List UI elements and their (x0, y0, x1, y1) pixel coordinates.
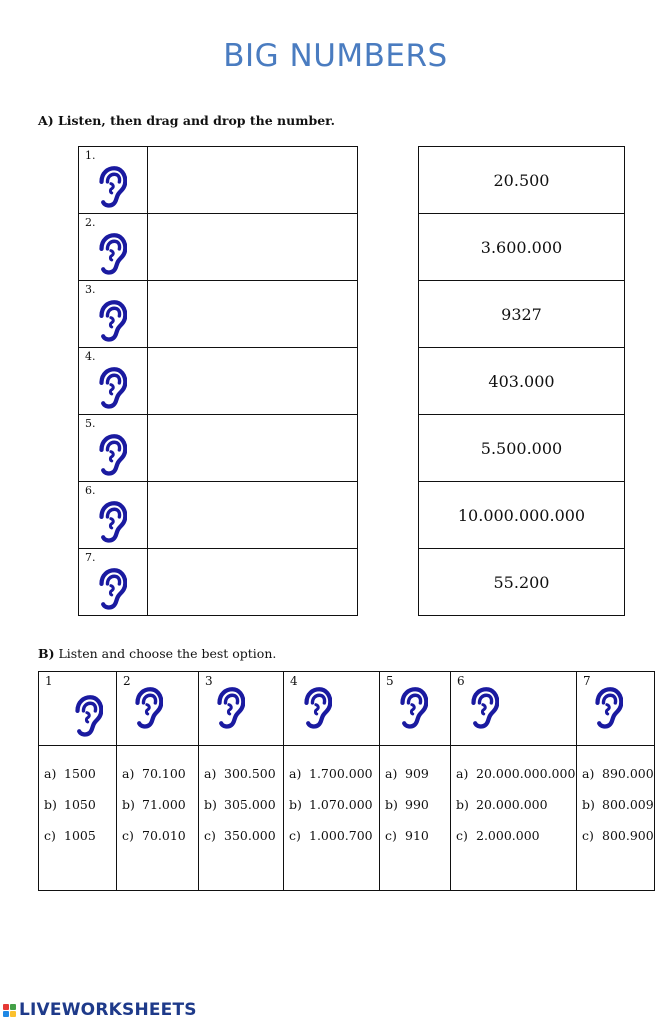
brand-name: LIVEWORKSHEETS (19, 1000, 197, 1020)
answer-option[interactable] (582, 828, 654, 859)
option-letter: a) (289, 766, 302, 781)
question-audio-cell (577, 672, 655, 746)
section-b-instruction (38, 646, 276, 661)
drop-zone[interactable] (148, 549, 358, 616)
listening-row (79, 549, 358, 616)
option-value: 70.100 (142, 766, 186, 781)
option-value: 1.070.000 (309, 797, 373, 812)
answer-option[interactable] (385, 797, 450, 828)
answer-option[interactable] (204, 828, 283, 859)
answer-option[interactable] (122, 828, 198, 859)
answer-option[interactable] (289, 828, 379, 859)
ear-icon[interactable] (93, 299, 127, 347)
option-value: 910 (405, 828, 429, 843)
option-value: 70.010 (142, 828, 186, 843)
number-bank (418, 146, 625, 616)
ear-icon[interactable] (93, 567, 127, 615)
answer-option[interactable] (385, 828, 450, 859)
page-title: BIG NUMBERS (223, 38, 448, 74)
item-number: 7 (583, 674, 591, 688)
options-cell (117, 746, 199, 891)
question-audio-cell (39, 672, 117, 746)
option-letter: a) (582, 766, 595, 781)
ear-icon[interactable] (93, 165, 127, 213)
option-letter: b) (456, 797, 469, 812)
audio-cell (79, 549, 148, 616)
ear-icon[interactable] (129, 686, 163, 734)
liveworksheets-logo (3, 1000, 197, 1020)
item-number: 5. (85, 417, 96, 430)
option-letter: b) (44, 797, 57, 812)
ear-icon[interactable] (93, 500, 127, 548)
drop-zone[interactable] (148, 281, 358, 348)
option-letter: b) (122, 797, 135, 812)
answer-option[interactable] (582, 766, 654, 797)
audio-cell (79, 482, 148, 549)
option-value: 20.000.000.000 (476, 766, 576, 781)
option-letter: c) (385, 828, 397, 843)
listening-row (79, 147, 358, 214)
ear-icon[interactable] (69, 694, 103, 742)
option-value: 1005 (64, 828, 96, 843)
listening-row (79, 281, 358, 348)
draggable-number[interactable]: 3.600.000 (419, 214, 625, 281)
option-letter: c) (204, 828, 216, 843)
section-a-instruction (38, 113, 335, 128)
option-value: 890.000 (602, 766, 654, 781)
draggable-number[interactable]: 5.500.000 (419, 415, 625, 482)
ear-icon[interactable] (589, 686, 623, 734)
option-value: 800.009 (602, 797, 654, 812)
option-letter: c) (582, 828, 594, 843)
question-audio-cell (117, 672, 199, 746)
drop-zone[interactable] (148, 482, 358, 549)
answer-option[interactable] (44, 797, 116, 828)
answer-option[interactable] (385, 766, 450, 797)
item-number: 6. (85, 484, 96, 497)
answer-option[interactable] (456, 766, 576, 797)
answer-option[interactable] (204, 797, 283, 828)
section-b-label: B) (38, 646, 55, 661)
option-value: 1.700.000 (309, 766, 373, 781)
draggable-number[interactable]: 55.200 (419, 549, 625, 616)
option-value: 909 (405, 766, 429, 781)
answer-option[interactable] (122, 797, 198, 828)
section-b-text: Listen and choose the best option. (58, 646, 277, 661)
options-cell (199, 746, 284, 891)
listening-row (79, 214, 358, 281)
audio-cell (79, 147, 148, 214)
options-cell (380, 746, 451, 891)
answer-option[interactable] (44, 828, 116, 859)
item-number: 6 (457, 674, 465, 688)
option-value: 1.000.700 (309, 828, 373, 843)
option-letter: b) (385, 797, 398, 812)
logo-mark-icon (3, 1004, 16, 1017)
multiple-choice-table (38, 671, 655, 891)
answer-option[interactable] (204, 766, 283, 797)
drop-zone[interactable] (148, 415, 358, 482)
options-cell (39, 746, 117, 891)
option-letter: a) (385, 766, 398, 781)
drop-zone[interactable] (148, 214, 358, 281)
option-letter: a) (204, 766, 217, 781)
ear-icon[interactable] (93, 232, 127, 280)
option-letter: b) (582, 797, 595, 812)
answer-option[interactable] (456, 828, 576, 859)
ear-icon[interactable] (465, 686, 499, 734)
answer-option[interactable] (122, 766, 198, 797)
draggable-number[interactable]: 9327 (419, 281, 625, 348)
answer-option[interactable] (44, 766, 116, 797)
option-value: 305.000 (224, 797, 276, 812)
question-audio-cell (380, 672, 451, 746)
options-cell (451, 746, 577, 891)
item-number: 2. (85, 216, 96, 229)
option-letter: c) (44, 828, 56, 843)
option-letter: a) (456, 766, 469, 781)
question-audio-cell (199, 672, 284, 746)
section-a-text: Listen, then drag and drop the number. (57, 113, 335, 128)
audio-cell (79, 281, 148, 348)
ear-icon[interactable] (211, 686, 245, 734)
item-number: 2 (123, 674, 131, 688)
audio-cell (79, 214, 148, 281)
listening-row (79, 415, 358, 482)
listening-table (78, 146, 358, 616)
option-value: 2.000.000 (476, 828, 540, 843)
drop-zone[interactable] (148, 348, 358, 415)
section-a-label: A) (38, 113, 54, 128)
option-letter: c) (289, 828, 301, 843)
item-number: 3. (85, 283, 96, 296)
item-number: 4. (85, 350, 96, 363)
ear-icon[interactable] (93, 366, 127, 414)
listening-row (79, 482, 358, 549)
option-value: 1050 (64, 797, 96, 812)
option-letter: a) (44, 766, 57, 781)
question-audio-cell (284, 672, 380, 746)
item-number: 4 (290, 674, 298, 688)
audio-cell (79, 348, 148, 415)
option-letter: c) (456, 828, 468, 843)
ear-icon[interactable] (394, 686, 428, 734)
item-number: 7. (85, 551, 96, 564)
option-letter: b) (289, 797, 302, 812)
item-number: 5 (386, 674, 394, 688)
option-value: 71.000 (142, 797, 186, 812)
option-letter: c) (122, 828, 134, 843)
answer-option[interactable] (289, 797, 379, 828)
option-letter: b) (204, 797, 217, 812)
option-value: 300.500 (224, 766, 276, 781)
drop-zone[interactable] (148, 147, 358, 214)
option-value: 800.900 (602, 828, 654, 843)
answer-option[interactable] (456, 797, 576, 828)
option-value: 1500 (64, 766, 96, 781)
audio-cell (79, 415, 148, 482)
options-cell (577, 746, 655, 891)
item-number: 3 (205, 674, 213, 688)
draggable-number[interactable]: 20.500 (419, 147, 625, 214)
item-number: 1. (85, 149, 96, 162)
answer-option[interactable] (582, 797, 654, 828)
option-value: 350.000 (224, 828, 276, 843)
options-cell (284, 746, 380, 891)
item-number: 1 (45, 674, 53, 688)
answer-option[interactable] (289, 766, 379, 797)
ear-icon[interactable] (93, 433, 127, 481)
ear-icon[interactable] (298, 686, 332, 734)
option-letter: a) (122, 766, 135, 781)
option-value: 990 (405, 797, 429, 812)
question-audio-cell (451, 672, 577, 746)
draggable-number[interactable]: 10.000.000.000 (419, 482, 625, 549)
listening-row (79, 348, 358, 415)
draggable-number[interactable]: 403.000 (419, 348, 625, 415)
option-value: 20.000.000 (476, 797, 548, 812)
